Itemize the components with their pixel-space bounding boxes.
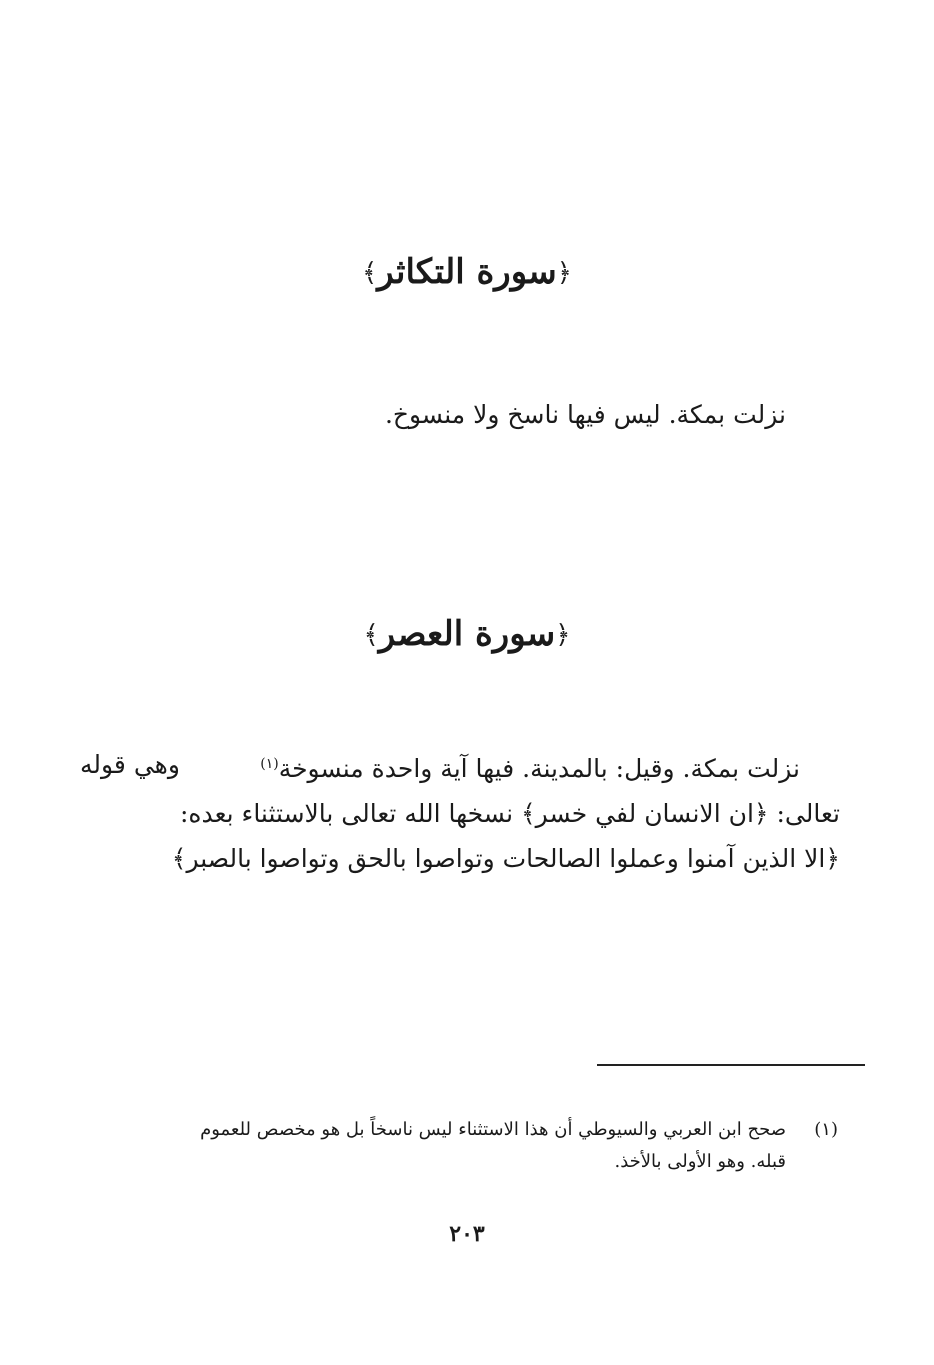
body-line-1-text: نزلت بمكة. وقيل: بالمدينة. فيها آية واحدة منسوخة — [278, 754, 800, 784]
surah-title: سورة التكاثر — [377, 252, 557, 292]
footnote-line-2: قبله. وهو الأولى بالأخذ. — [614, 1151, 786, 1172]
surah-heading-asr — [0, 612, 934, 657]
footnote-number: (١) — [814, 1119, 838, 1140]
body-line: نزلت بمكة. ليس فيها ناسخ ولا منسوخ. — [384, 400, 786, 429]
body-line-1 — [80, 742, 840, 791]
body-line-2: تعالى: ﴿ان الانسان لفي خسر﴾ نسخها الله تعالى بالاستثناء بعده: — [179, 799, 840, 829]
footnote-body — [136, 1114, 786, 1178]
ornament-close: ﴾ — [361, 258, 378, 288]
footnote-marker: (١) — [260, 756, 279, 772]
footnote — [136, 1114, 836, 1178]
footnote-line-1: صحح ابن العربي والسيوطي أن هذا الاستثناء ليس ناسخاً بل هو مخصص للعموم — [200, 1119, 786, 1140]
surah-takathur-body — [385, 392, 786, 437]
surah-title: سورة العصر — [378, 614, 556, 654]
ornament-open: ﴿ — [556, 258, 572, 288]
page-number: ٢٠٣ — [449, 1221, 485, 1247]
footnote-separator — [597, 1064, 865, 1066]
body-line-1-tail: وهي قوله — [80, 750, 180, 779]
body-line-3: ﴿الا الذين آمنوا وعملوا الصالحات وتواصوا بالحق وتواصوا بالصبر﴾ — [171, 844, 840, 874]
surah-asr-body — [80, 742, 840, 881]
surah-heading-takathur — [0, 250, 934, 295]
ornament-close: ﴾ — [363, 620, 379, 650]
ornament-open: ﴿ — [555, 620, 571, 650]
